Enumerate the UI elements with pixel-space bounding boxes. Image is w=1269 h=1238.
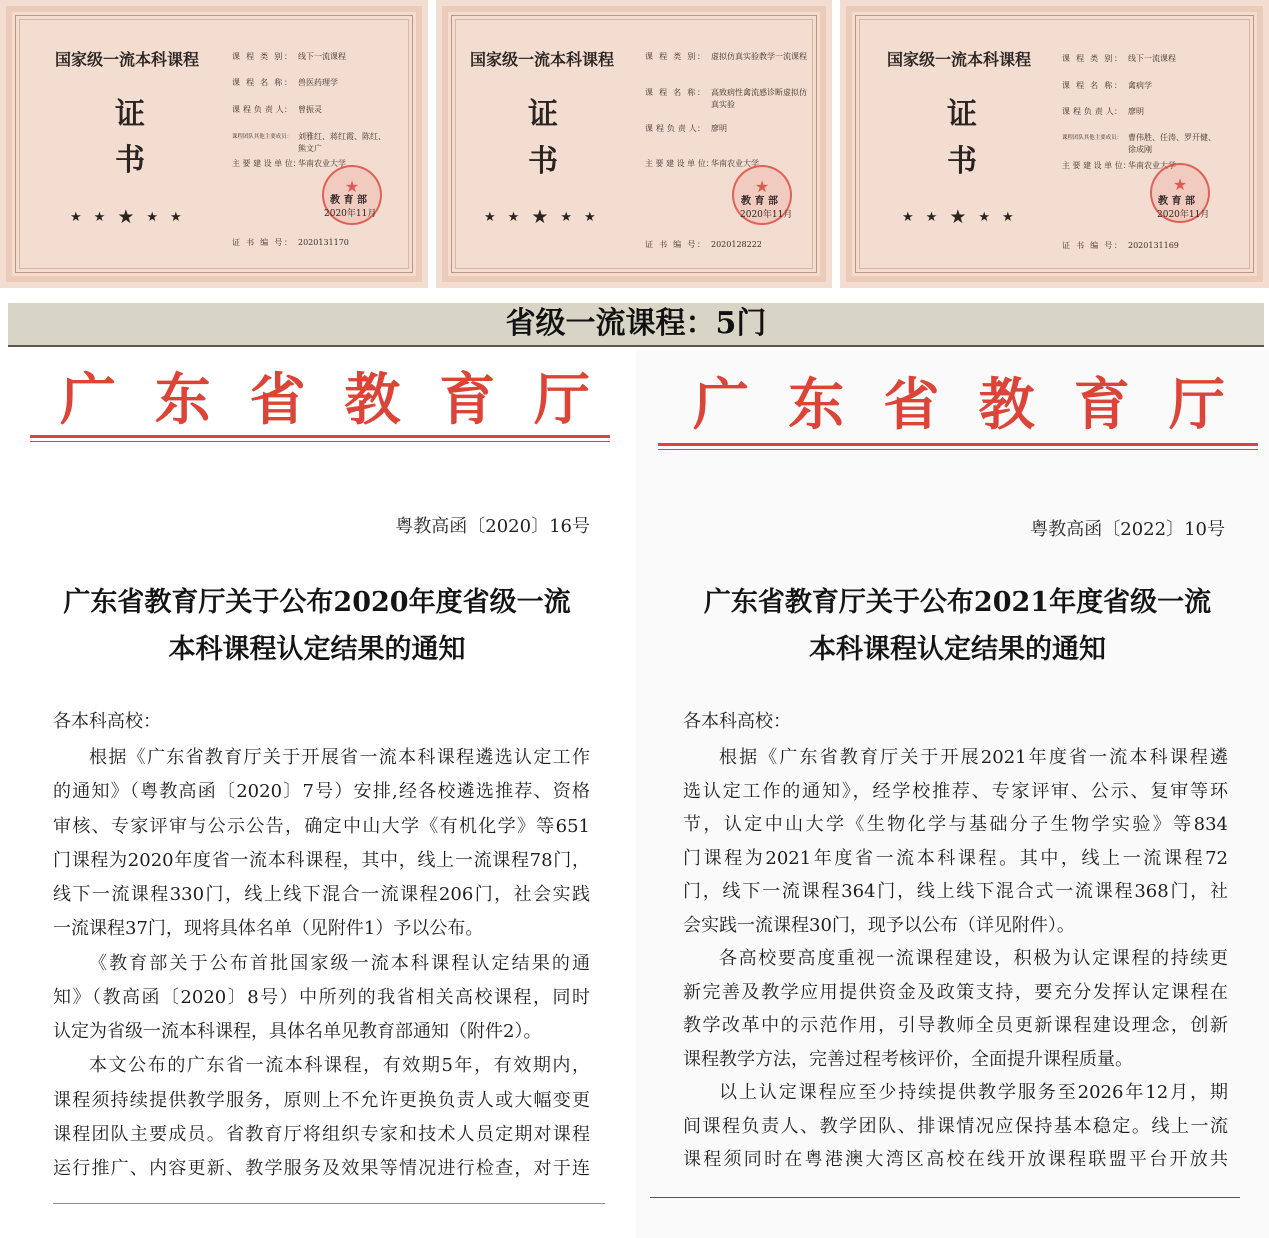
star-icon: ★ [560, 210, 573, 225]
document-body [53, 741, 590, 1186]
document-title: 广东省教育厅关于公布2021年度省级一流 [703, 587, 1212, 618]
star-icon: ★ [584, 210, 596, 225]
field-value: 曾振灵 [298, 105, 322, 114]
field-certificate-number [1062, 240, 1179, 252]
field-certificate-number [645, 239, 762, 251]
field-label: 课 程 类 别： [1062, 54, 1122, 63]
field-label: 证 书 编 号： [645, 240, 705, 249]
certificate-char: 书 [528, 144, 558, 179]
field-value: 廖明 [711, 124, 727, 133]
body-line: 本文公布的广东省一流本科课程，有效期5年，有效期内， [89, 1055, 590, 1077]
field-value: 廖明 [1128, 107, 1144, 116]
body-line: 门课程为2021年度省一流本科课程。其中，线上一流课程72 [683, 847, 1228, 869]
body-line: 认定为省级一流本科课程，具体名单见教育部通知（附件2）。 [53, 1021, 542, 1042]
page-bottom-rule [650, 1197, 1240, 1198]
star-row [484, 208, 596, 227]
body-line: 以上认定课程应至少持续提供教学服务至2026年12月，期 [719, 1082, 1228, 1103]
body-line: 教学改革中的示范作用，引导教师全员更新课程建设理念，创新 [683, 1015, 1228, 1036]
body-line: 间课程负责人、教学团队、排课情况应保持基本稳定。线上一流 [683, 1115, 1228, 1137]
field-label: 课 程 负 责 人： [645, 124, 705, 133]
letterhead-char: 教 [344, 367, 401, 433]
star-icon: ★ [507, 210, 520, 225]
letterhead-char: 厅 [1168, 372, 1225, 438]
certificate-2 [436, 0, 832, 288]
letterhead-char: 东 [788, 372, 845, 438]
body-line: 根据《广东省教育厅关于开展省一流本科课程遴选认定工作 [89, 747, 590, 768]
body-line: 各高校要高度重视一流课程建设，积极为认定课程的持续更 [719, 948, 1228, 969]
letterhead-red-rule [30, 435, 610, 442]
body-line: 门，线下一流课程364门，线上线下混合式一流课程368门，社 [683, 881, 1228, 902]
field-value: 2020128222 [711, 240, 762, 249]
body-line: 《教育部关于公布首批国家级一流本科课程认定结果的通 [89, 952, 590, 974]
letterhead-char: 广 [693, 372, 749, 438]
body-line: 运行推广、内容更新、教学服务及效果等情况进行检查，对于连 [53, 1158, 590, 1179]
document-number: 粤教高函〔2020〕16号 [395, 516, 590, 537]
letterhead [60, 365, 590, 435]
star-icon: ★ [949, 206, 967, 228]
body-line: 一流课程37门，现将具体名单（见附件1）予以公布。 [53, 918, 484, 940]
certificate-char: 书 [947, 144, 977, 179]
field-label: 课 程 名 称： [1062, 81, 1122, 90]
document-body [683, 741, 1228, 1177]
letterhead-char: 省 [883, 372, 940, 438]
star-icon: ★ [531, 206, 549, 228]
field-label: 主 要 建 设 单 位： [232, 159, 301, 168]
body-line: 新完善及教学应用提供资金及政策支持，要充分发挥认定课程在 [683, 981, 1228, 1003]
certificate-issuer: 教 育 部 [1158, 196, 1195, 207]
field-course-category [1062, 53, 1176, 65]
field-label: 课 程 名 称： [232, 78, 292, 87]
field-value: 虚拟仿真实验教学一流课程 [711, 52, 807, 61]
body-line: 根据《广东省教育厅关于开展2021年度省一流本科课程遴 [719, 747, 1228, 768]
star-icon: ★ [484, 210, 496, 225]
document-title: 本科课程认定结果的通知 [809, 634, 1106, 665]
certificate-1 [0, 0, 428, 288]
field-value: 2020131169 [1128, 241, 1179, 250]
certificate-title: 国家级一流本科课程 [55, 50, 200, 69]
star-row [70, 208, 182, 227]
field-course-lead [1062, 106, 1144, 118]
star-icon: ★ [93, 210, 106, 225]
field-course-category [232, 51, 346, 63]
certificate-char: 证 [528, 97, 558, 132]
salutation: 各本科高校： [53, 711, 161, 732]
certificate-issuer: 教 育 部 [330, 195, 367, 206]
body-line: 节，认定中山大学《生物化学与基础分子生物学实验》等834 [683, 814, 1228, 835]
star-row [902, 208, 1014, 227]
field-value: 华南农业大学 [711, 159, 759, 168]
star-icon: ★ [978, 210, 991, 225]
field-institution [232, 158, 346, 170]
body-line: 课程教学方法，完善过程考核评价，全面提升课程质量。 [683, 1048, 1133, 1070]
body-line: 课程团队主要成员。省教育厅将组织专家和技术人员定期对课程 [53, 1123, 590, 1145]
body-line: 课程须持续提供教学服务，原则上不允许更换负责人或大幅变更 [53, 1089, 590, 1111]
notice-2020 [8, 350, 630, 1238]
body-line: 知》（教高函〔2020〕8号）中所列的我省相关高校课程，同时 [53, 986, 590, 1008]
letterhead [693, 370, 1225, 440]
field-value: 曹伟胜、任涛、罗开健、徐成刚 [1128, 133, 1216, 154]
field-course-name [1062, 80, 1152, 92]
certificate-issuer: 教 育 部 [741, 196, 778, 207]
seal-star-icon: ★ [344, 177, 360, 196]
field-label: 课 程 类 别： [232, 52, 292, 61]
certificate-char: 书 [115, 143, 145, 178]
body-line: 选认定工作的通知》，经学校推荐、专家评审、公示、复审等环 [683, 780, 1228, 802]
field-label: 主 要 建 设 单 位： [645, 159, 714, 168]
field-course-category [645, 51, 807, 63]
certificate-date: 2020年11月 [1157, 210, 1210, 220]
letterhead-char: 厅 [533, 367, 590, 433]
body-line: 审核、专家评审与公示公告，确定中山大学《有机化学》等651 [53, 815, 590, 837]
letterhead-char: 教 [978, 372, 1035, 438]
field-label: 主 要 建 设 单 位： [1062, 161, 1131, 170]
field-value: 线下一流课程 [298, 52, 346, 61]
certificate-3 [840, 0, 1269, 288]
letterhead-char: 育 [439, 367, 496, 433]
seal-star-icon: ★ [754, 177, 770, 196]
field-certificate-number [232, 237, 349, 249]
letterhead-char: 广 [60, 367, 116, 433]
field-value: 刘雅红、蒋红霞、陈红、熊文广 [298, 132, 386, 153]
certificate-date: 2020年11月 [740, 210, 793, 220]
seal-star-icon: ★ [1172, 175, 1188, 194]
field-course-name [645, 87, 811, 111]
field-course-lead [645, 123, 727, 135]
field-course-name [232, 77, 338, 89]
letterhead-char: 育 [1073, 372, 1130, 438]
letterhead-char: 东 [154, 367, 211, 433]
certificate-char: 证 [115, 97, 145, 132]
letterhead-char: 省 [249, 367, 306, 433]
star-icon: ★ [925, 210, 938, 225]
salutation: 各本科高校： [683, 711, 791, 732]
certificate-date: 2020年11月 [324, 209, 377, 219]
field-label: 证 书 编 号： [1062, 241, 1122, 250]
field-value: 兽医药理学 [298, 78, 338, 87]
field-value: 华南农业大学 [1128, 161, 1176, 170]
letterhead-red-rule [658, 443, 1258, 450]
notice-2021 [636, 350, 1269, 1238]
star-icon: ★ [902, 210, 914, 225]
star-icon: ★ [170, 210, 182, 225]
document-number: 粤教高函〔2022〕10号 [1030, 519, 1225, 540]
field-value: 禽病学 [1128, 81, 1152, 90]
page-bottom-rule [53, 1203, 605, 1204]
field-label: 课 程 类 别： [645, 52, 705, 61]
field-label: 课 程 负 责 人： [232, 105, 292, 114]
body-line: 会实践一流课程30门，现予以公布（详见附件）。 [683, 914, 1075, 936]
field-institution [645, 158, 759, 170]
certificate-title: 国家级一流本科课程 [887, 50, 1032, 69]
field-course-lead [232, 104, 322, 116]
certificate-title: 国家级一流本科课程 [470, 50, 615, 69]
certificate-char: 证 [947, 97, 977, 132]
field-team-members [1062, 132, 1218, 156]
field-label: 课程团队其他主要成员： [1062, 135, 1122, 141]
field-label: 证 书 编 号： [232, 238, 292, 247]
star-icon: ★ [146, 210, 159, 225]
field-value: 高致病性禽流感诊断虚拟仿真实验 [711, 88, 807, 109]
field-label: 课 程 名 称： [645, 88, 705, 97]
document-title: 广东省教育厅关于公布2020年度省级一流 [63, 587, 571, 618]
star-icon: ★ [70, 210, 82, 225]
field-label: 课 程 负 责 人： [1062, 107, 1122, 116]
field-team-members [232, 131, 388, 155]
field-value: 2020131170 [298, 238, 349, 247]
field-label: 课程团队其他主要成员： [232, 134, 292, 140]
section-banner: 省级一流课程：5门 [8, 303, 1264, 347]
star-icon: ★ [117, 206, 135, 228]
body-line: 门课程为2020年度省一流本科课程，其中，线上一流课程78门， [53, 849, 590, 871]
body-line: 线下一流课程330门，线上线下混合一流课程206门，社会实践 [53, 884, 590, 905]
star-icon: ★ [1002, 210, 1014, 225]
body-line: 的通知》（粤教高函〔2020〕7号）安排,经各校遴选推荐、资格 [53, 781, 590, 803]
body-line: 课程须同时在粤港澳大湾区高校在线开放课程联盟平台开放共 [683, 1149, 1228, 1170]
field-value: 线下一流课程 [1128, 54, 1176, 63]
document-title: 本科课程认定结果的通知 [168, 634, 466, 665]
field-value: 华南农业大学 [298, 159, 346, 168]
